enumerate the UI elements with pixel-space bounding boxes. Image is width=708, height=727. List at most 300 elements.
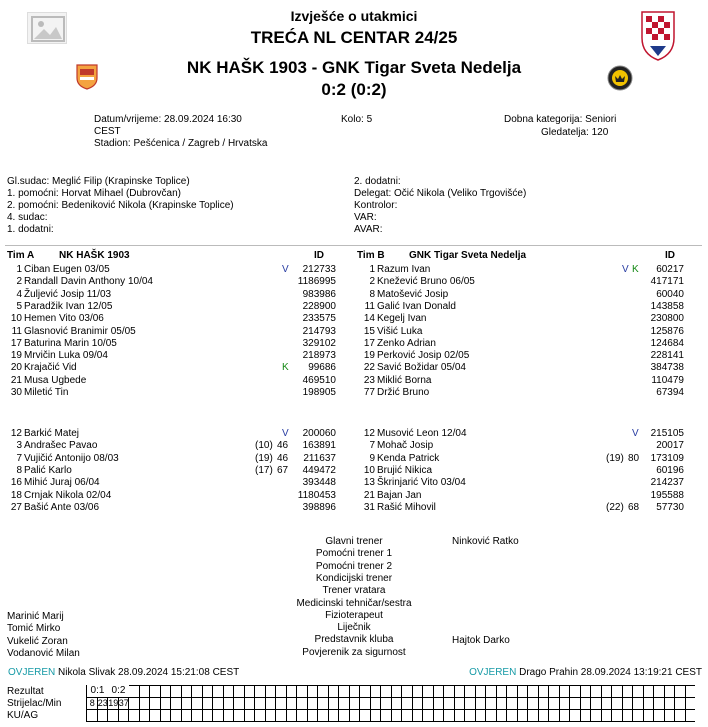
player-id: 99686 xyxy=(308,362,336,374)
grid-cell xyxy=(674,709,685,721)
player-number: 8 xyxy=(369,288,375,300)
player-id: 469510 xyxy=(302,374,336,386)
player-number: 10 xyxy=(363,464,375,476)
player-id: 110479 xyxy=(651,374,684,386)
player-id: 211637 xyxy=(303,452,336,464)
grid-cell xyxy=(170,685,181,697)
report-title: Izvješće o utakmici xyxy=(290,8,418,24)
official-line: VAR: xyxy=(354,212,377,223)
grid-cell xyxy=(349,697,360,709)
grid-cell xyxy=(517,709,528,721)
grid-cell xyxy=(454,697,465,709)
staff-role: Kondicijski trener xyxy=(315,572,393,584)
player-number: 30 xyxy=(10,387,22,398)
grid-cell xyxy=(391,697,402,709)
grid-cell xyxy=(496,697,507,709)
official-line: Delegat: Očić Nikola (Veliko Trgovišće) xyxy=(354,188,527,199)
grid-cell xyxy=(160,685,171,697)
player-id: 218973 xyxy=(302,350,336,362)
home-team-logo xyxy=(74,62,100,90)
grid-cell xyxy=(118,709,129,721)
grid-cell xyxy=(611,697,622,709)
player-number: 10 xyxy=(10,313,22,325)
grid-cell xyxy=(412,709,423,721)
grid-cell xyxy=(443,697,454,709)
grid-cell xyxy=(202,697,213,709)
player-id: 173109 xyxy=(650,452,684,464)
official-line: 2. pomoćni: Bedeniković Nikola (Krapinske Toplice) xyxy=(7,200,234,211)
player-name: Perković Josip 02/05 xyxy=(377,350,470,362)
grid-cell xyxy=(685,709,696,721)
player-id: 214793 xyxy=(302,325,336,337)
grid-cell xyxy=(433,697,444,709)
staff-role: Fizioterapeut xyxy=(325,609,383,621)
grid-cell xyxy=(307,697,318,709)
grid-cell xyxy=(160,709,171,721)
verification-right xyxy=(469,667,702,678)
staff-role: Povjerenik za sigurnost xyxy=(302,646,406,658)
sub-for: (17) xyxy=(255,464,273,476)
grid-cell xyxy=(517,697,528,709)
grid-cell xyxy=(422,685,433,697)
grid-cell xyxy=(359,709,370,721)
sub-minute: 67 xyxy=(277,464,289,476)
player-number: 1 xyxy=(369,264,375,275)
grid-cell xyxy=(380,697,391,709)
match-datetime: Datum/vrijeme: 28.09.2024 16:30 xyxy=(94,114,242,125)
grid-cell xyxy=(359,685,370,697)
player-name: Barkić Matej xyxy=(24,428,80,439)
grid-cell xyxy=(643,697,654,709)
player-number: 19 xyxy=(363,350,375,362)
player-id: 329102 xyxy=(302,337,336,349)
grid-cell xyxy=(317,685,328,697)
staff-role: Predstavnik kluba xyxy=(314,634,394,646)
player-number: 11 xyxy=(364,300,375,312)
grid-cell xyxy=(307,685,318,697)
official-line: Kontrolor: xyxy=(354,200,398,211)
match-stadium: Stadion: Pešćenica / Zagreb / Hrvatska xyxy=(94,138,268,149)
grid-cell xyxy=(338,685,349,697)
grid-cell xyxy=(328,685,339,697)
grid-cell xyxy=(643,709,654,721)
player-number: 9 xyxy=(369,452,375,464)
player-id: 214237 xyxy=(650,477,684,489)
grid-cell xyxy=(296,685,307,697)
grid-cell xyxy=(212,697,223,709)
row-label-scorer: Strijelac/Min xyxy=(7,698,62,709)
grid-cell xyxy=(170,709,181,721)
player-number: 14 xyxy=(363,313,375,325)
grid-cell xyxy=(191,685,202,697)
grid-cell xyxy=(506,697,517,709)
player-number: 13 xyxy=(363,477,375,489)
match-timezone: CEST xyxy=(94,126,121,137)
grid-cell xyxy=(622,685,633,697)
grid-cell xyxy=(401,697,412,709)
grid-bottom-border xyxy=(86,721,695,722)
grid-cell xyxy=(412,697,423,709)
player-id: 983986 xyxy=(302,288,336,300)
verified-by-right: Drago Prahin 28.09.2024 13:19:21 CEST xyxy=(519,667,702,678)
grid-cell xyxy=(244,697,255,709)
verified-status-left: OVJEREN xyxy=(8,667,56,678)
player-name: Zenko Adrian xyxy=(377,337,436,349)
player-id: 163891 xyxy=(302,440,336,452)
grid-cell xyxy=(454,685,465,697)
grid-cell xyxy=(275,685,286,697)
grid-cell xyxy=(422,709,433,721)
grid-cell xyxy=(202,685,213,697)
grid-cell xyxy=(643,685,654,697)
captain-k-mark: K xyxy=(282,362,289,374)
divider xyxy=(5,245,702,246)
grid-cell xyxy=(149,697,160,709)
sub-for: (19) xyxy=(606,452,624,464)
player-name: Kenda Patrick xyxy=(377,452,440,464)
grid-cell xyxy=(527,709,538,721)
team-b-label: Tim B xyxy=(357,250,385,261)
grid-cell xyxy=(538,709,549,721)
grid-cell xyxy=(611,685,622,697)
player-id: 60217 xyxy=(656,264,684,275)
sub-minute: 68 xyxy=(628,501,640,513)
grid-cell xyxy=(590,697,601,709)
player-name: Musa Ugbede xyxy=(24,374,87,386)
verification-left xyxy=(8,667,239,678)
grid-cell xyxy=(380,685,391,697)
player-id: 449472 xyxy=(302,464,336,476)
grid-cell xyxy=(632,697,643,709)
grid-cell xyxy=(569,697,580,709)
grid-cell xyxy=(317,697,328,709)
player-name: Bajan Jan xyxy=(377,489,422,501)
grid-cell xyxy=(244,685,255,697)
grid-cell xyxy=(296,709,307,721)
grid-cell xyxy=(380,709,391,721)
grid-cell xyxy=(223,709,234,721)
grid-cell xyxy=(653,685,664,697)
grid-cell xyxy=(559,697,570,709)
player-number: 7 xyxy=(16,452,22,464)
scorer-cell: 19 xyxy=(108,698,119,708)
grid-cell xyxy=(170,697,181,709)
grid-cell xyxy=(443,709,454,721)
grid-cell xyxy=(433,709,444,721)
player-name: Galić Ivan Donald xyxy=(377,300,456,312)
grid-cell xyxy=(674,685,685,697)
grid-cell xyxy=(265,709,276,721)
grid-cell xyxy=(422,697,433,709)
player-number: 5 xyxy=(16,300,22,312)
grid-cell xyxy=(464,685,475,697)
row-label-result: Rezultat xyxy=(7,686,44,697)
official-line: AVAR: xyxy=(354,224,383,235)
grid-cell xyxy=(464,697,475,709)
grid-cell xyxy=(632,685,643,697)
player-number: 17 xyxy=(363,337,375,349)
player-id: 228900 xyxy=(302,300,336,312)
player-name: Matošević Josip xyxy=(377,288,449,300)
player-id: 198905 xyxy=(302,387,336,398)
grid-cell xyxy=(139,685,150,697)
grid-cell xyxy=(191,709,202,721)
grid-cell xyxy=(464,709,475,721)
grid-cell xyxy=(97,709,108,721)
grid-cell xyxy=(149,709,160,721)
grid-cell xyxy=(391,709,402,721)
grid-cell xyxy=(548,697,559,709)
grid-cell xyxy=(674,697,685,709)
grid-cell xyxy=(433,685,444,697)
player-name: Žuljević Josip 11/03 xyxy=(24,288,112,300)
player-name: Hemen Vito 03/06 xyxy=(24,313,104,325)
official-line: 1. dodatni: xyxy=(7,224,54,235)
grid-cell xyxy=(328,697,339,709)
player-name: Mrvičin Luka 09/04 xyxy=(24,350,108,362)
player-name: Savić Božidar 05/04 xyxy=(377,362,466,374)
player-number: 21 xyxy=(10,374,22,386)
grid-cell xyxy=(181,709,192,721)
grid-cell xyxy=(139,697,150,709)
player-name: Palić Karlo xyxy=(24,464,72,476)
match-score: 0:2 (0:2) xyxy=(321,80,387,99)
player-id: 1186995 xyxy=(297,276,336,288)
player-name: Ciban Eugen 03/05 xyxy=(24,264,110,275)
grid-cell xyxy=(496,709,507,721)
captain-v-mark: V xyxy=(282,428,289,439)
grid-cell xyxy=(286,697,297,709)
player-name: Krajačić Vid xyxy=(24,362,77,374)
grid-cell xyxy=(128,685,139,697)
player-name: Razum Ivan xyxy=(377,264,431,275)
grid-cell xyxy=(559,685,570,697)
grid-cell xyxy=(506,709,517,721)
grid-cell xyxy=(338,709,349,721)
sub-for: (10) xyxy=(255,440,273,452)
grid-cell xyxy=(244,709,255,721)
grid-cell xyxy=(475,709,486,721)
grid-cell xyxy=(128,709,139,721)
player-id: 60040 xyxy=(656,288,684,300)
staff-role: Pomoćni trener 2 xyxy=(315,560,393,572)
grid-cell xyxy=(328,709,339,721)
grid-cell xyxy=(149,685,160,697)
scorer-cell: 23 xyxy=(97,698,108,708)
team-a-name: NK HAŠK 1903 xyxy=(59,250,130,261)
grid-cell xyxy=(685,685,696,697)
match-title: NK HAŠK 1903 - GNK Tigar Sveta Nedelja xyxy=(186,58,522,77)
player-number: 11 xyxy=(11,325,22,337)
grid-cell xyxy=(254,697,265,709)
grid-cell xyxy=(412,685,423,697)
player-id: 384738 xyxy=(650,362,684,374)
team-b-id-header: ID xyxy=(665,250,675,261)
grid-cell xyxy=(538,685,549,697)
player-number: 4 xyxy=(16,288,22,300)
captain-v-mark: V xyxy=(622,264,629,275)
player-number: 31 xyxy=(363,501,375,513)
grid-cell xyxy=(265,685,276,697)
staff-role: Pomoćni trener 1 xyxy=(315,548,393,560)
grid-cell xyxy=(160,697,171,709)
grid-cell xyxy=(349,709,360,721)
player-id: 1180453 xyxy=(297,489,336,501)
grid-cell xyxy=(275,697,286,709)
grid-cell xyxy=(548,709,559,721)
player-number: 2 xyxy=(369,276,375,288)
grid-cell xyxy=(485,709,496,721)
player-name: Kegelj Ivan xyxy=(377,313,427,325)
grid-cell xyxy=(454,709,465,721)
grid-cell xyxy=(370,685,381,697)
player-name: Glasnović Branimir 05/05 xyxy=(24,325,136,337)
grid-cell xyxy=(475,697,486,709)
player-name: Crnjak Nikola 02/04 xyxy=(24,489,112,501)
spectators: Gledatelja: 120 xyxy=(541,127,609,138)
grid-cell xyxy=(653,697,664,709)
player-name: Škrinjarić Vito 03/04 xyxy=(377,477,466,489)
official-line: Gl.sudac: Meglić Filip (Krapinske Toplice) xyxy=(7,176,190,187)
grid-cell xyxy=(233,709,244,721)
player-number: 12 xyxy=(10,428,22,439)
grid-cell xyxy=(485,697,496,709)
grid-cell xyxy=(212,685,223,697)
team-b-head-coach: Ninković Ratko xyxy=(452,536,519,547)
player-id: 417171 xyxy=(650,276,684,288)
team-a-id-header: ID xyxy=(314,250,324,261)
grid-cell xyxy=(475,685,486,697)
grid-cell xyxy=(664,697,675,709)
team-a-label: Tim A xyxy=(7,250,35,261)
player-number: 1 xyxy=(16,264,22,275)
player-name: Miklić Borna xyxy=(377,374,432,386)
player-name: Mohač Josip xyxy=(377,440,434,452)
grid-cell xyxy=(307,709,318,721)
staff-role: Medicinski tehničar/sestra xyxy=(296,597,412,609)
player-id: 67394 xyxy=(656,387,684,398)
grid-cell xyxy=(590,709,601,721)
staff-role: Glavni trener xyxy=(325,536,383,547)
grid-cell xyxy=(496,685,507,697)
staff-name: Vukelić Zoran xyxy=(7,635,68,647)
player-id: 215105 xyxy=(650,428,684,439)
grid-cell xyxy=(181,697,192,709)
grid-cell xyxy=(254,685,265,697)
player-id: 143858 xyxy=(650,300,684,312)
sub-for: (19) xyxy=(255,452,273,464)
player-number: 2 xyxy=(16,276,22,288)
player-id: 230800 xyxy=(650,313,684,325)
grid-cell xyxy=(401,685,412,697)
grid-cell xyxy=(212,709,223,721)
player-number: 20 xyxy=(10,362,22,374)
grid-cell xyxy=(559,709,570,721)
player-name: Paradžik Ivan 12/05 xyxy=(24,300,113,312)
grid-cell xyxy=(653,709,664,721)
player-id: 195588 xyxy=(650,489,684,501)
grid-cell xyxy=(664,685,675,697)
player-name: Musović Leon 12/04 xyxy=(377,428,467,439)
official-line: 1. pomoćni: Horvat Mihael (Dubrovčan) xyxy=(7,188,181,199)
grid-cell xyxy=(538,697,549,709)
grid-cell xyxy=(233,685,244,697)
player-id: 20017 xyxy=(656,440,684,452)
player-number: 8 xyxy=(16,464,22,476)
player-number: 16 xyxy=(10,477,22,489)
player-name: Bašić Ante 03/06 xyxy=(24,501,100,513)
scorer-cell: 8 xyxy=(89,698,95,708)
grid-cell xyxy=(580,685,591,697)
sub-minute: 80 xyxy=(628,452,640,464)
grid-cell xyxy=(590,685,601,697)
player-number: 19 xyxy=(10,350,22,362)
player-name: Držić Bruno xyxy=(377,387,430,398)
grid-cell xyxy=(86,709,97,721)
grid-cell xyxy=(632,709,643,721)
grid-cell xyxy=(317,709,328,721)
grid-cell xyxy=(370,697,381,709)
grid-cell xyxy=(338,697,349,709)
player-id: 398896 xyxy=(302,501,336,513)
player-number: 15 xyxy=(363,325,375,337)
grid-cell xyxy=(443,685,454,697)
staff-name: Tomić Mirko xyxy=(7,623,61,635)
sub-minute: 46 xyxy=(277,440,289,452)
captain-k-mark: K xyxy=(632,264,639,275)
grid-cell xyxy=(485,685,496,697)
captain-v-mark: V xyxy=(282,264,289,275)
grid-cell xyxy=(223,697,234,709)
grid-cell xyxy=(349,685,360,697)
player-number: 22 xyxy=(363,362,375,374)
scorer-cell: 37 xyxy=(118,698,129,708)
player-name: Knežević Bruno 06/05 xyxy=(377,276,475,288)
player-name: Randall Davin Anthony 10/04 xyxy=(24,276,153,288)
result-cell: 0:1 xyxy=(87,685,108,697)
player-id: 212733 xyxy=(302,264,336,275)
grid-cell xyxy=(233,697,244,709)
player-id: 125876 xyxy=(650,325,684,337)
grid-cell xyxy=(622,709,633,721)
team-b-representative: Hajtok Darko xyxy=(452,635,510,646)
grid-cell xyxy=(370,709,381,721)
grid-cell xyxy=(296,697,307,709)
player-number: 18 xyxy=(10,489,22,501)
grid-cell xyxy=(254,709,265,721)
grid-cell xyxy=(569,685,580,697)
staff-name: Vodanović Milan xyxy=(7,647,80,659)
grid-cell xyxy=(685,697,696,709)
grid-cell xyxy=(223,685,234,697)
match-round: Kolo: 5 xyxy=(341,114,373,125)
player-id: 60196 xyxy=(656,464,684,476)
grid-cell xyxy=(527,685,538,697)
grid-cell xyxy=(107,709,118,721)
away-team-logo xyxy=(606,64,634,92)
competition-title: TREĆA NL CENTAR 24/25 xyxy=(250,28,458,47)
grid-cell xyxy=(275,709,286,721)
player-name: Vujičić Antonijo 08/03 xyxy=(24,452,119,464)
grid-cell xyxy=(128,697,139,709)
player-number: 7 xyxy=(369,440,375,452)
grid-cell xyxy=(601,685,612,697)
grid-cell xyxy=(286,685,297,697)
player-name: Brujić Nikica xyxy=(377,464,433,476)
grid-cell xyxy=(527,697,538,709)
verified-by-left: Nikola Slivak 28.09.2024 15:21:08 CEST xyxy=(58,667,240,678)
player-number: 17 xyxy=(10,337,22,349)
